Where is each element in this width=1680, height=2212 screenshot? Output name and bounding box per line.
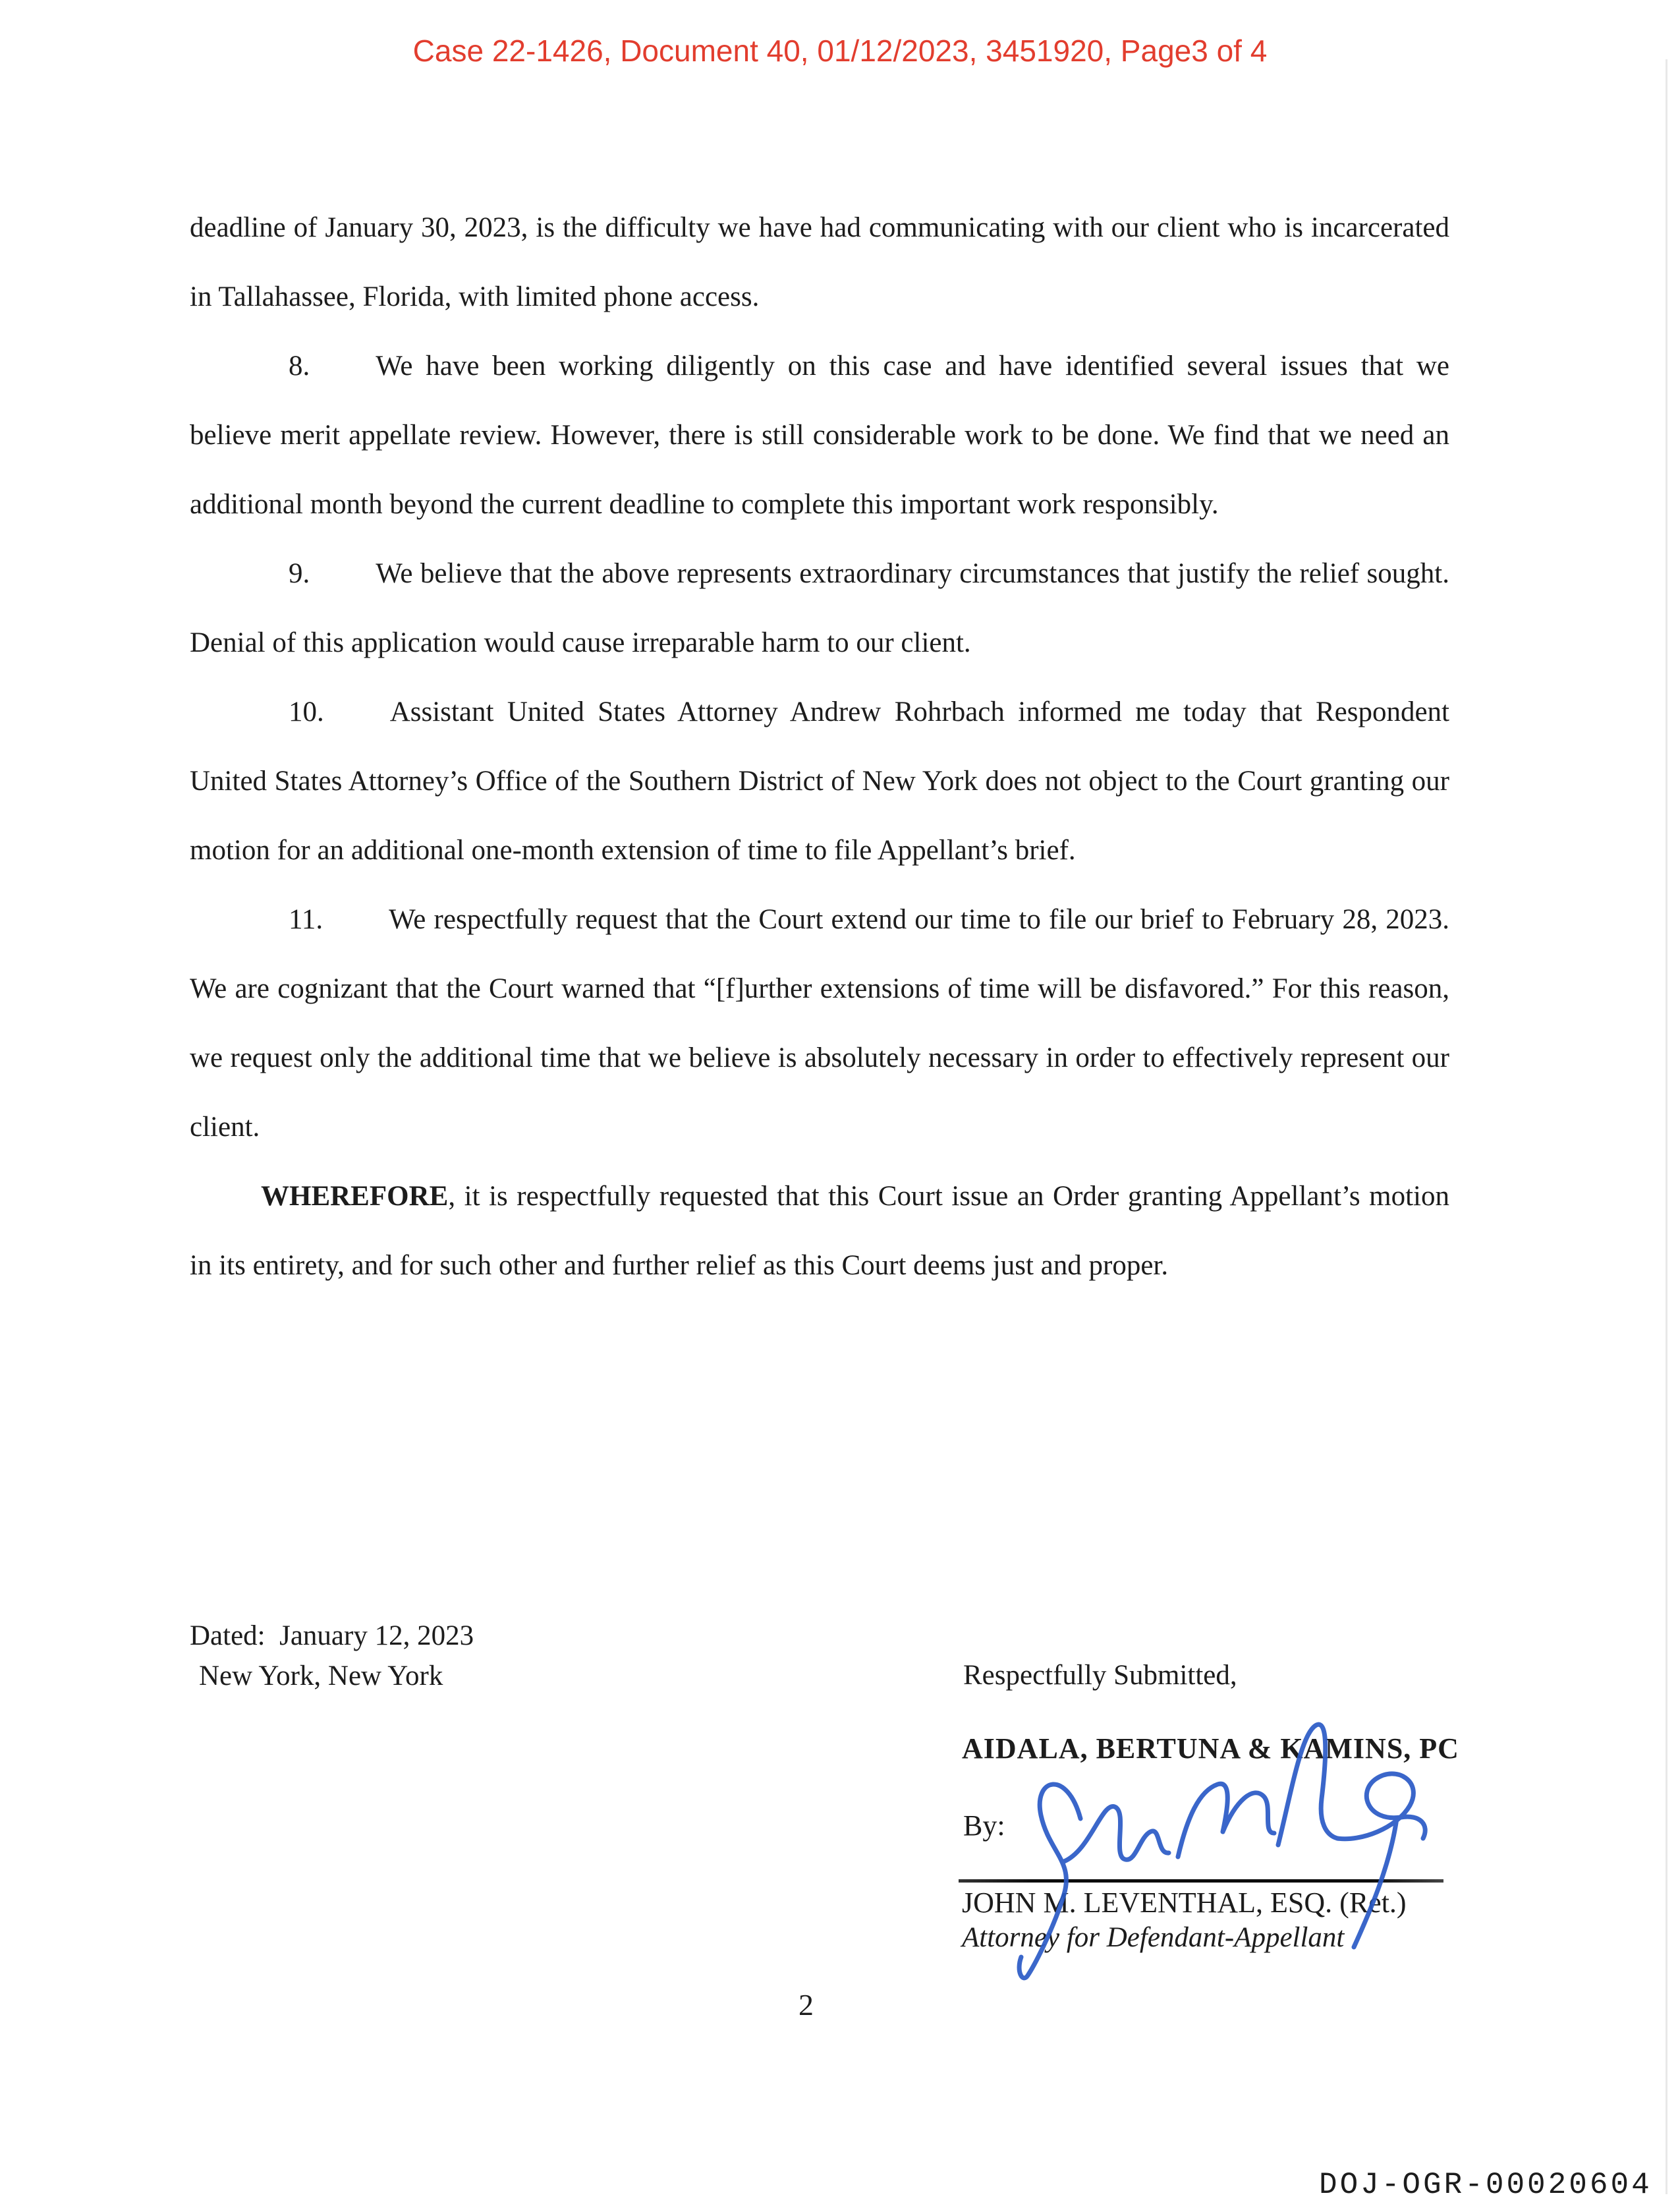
dated-block: [190, 1616, 474, 1696]
paragraph-text: We respectfully request that the Court extend our time to file our brief to February 28, 2023. We are cognizant that the Court warned that “[f]urther extensions of time will be disfavored.” For this reason, we request only the additional time that we believe is absolutely necessary in order to effectively represent our client.: [190, 904, 1449, 1143]
wherefore-lead: WHEREFORE: [261, 1181, 449, 1212]
court-stamp-header: Case 22-1426, Document 40, 01/12/2023, 3451920, Page3 of 4: [412, 34, 1268, 68]
paragraph-number: 11.: [289, 904, 323, 935]
paragraph-text: We have been working diligently on this case and have identified several issues that we believe merit appellate review. However, there is still considerable work to be done. We find that we need an additional month beyond the current deadline to complete this important work responsibly.: [190, 351, 1449, 520]
paragraph-9: [190, 539, 1449, 677]
dated-line: Dated: January 12, 2023: [190, 1620, 474, 1651]
attorney-role: Attorney for Defendant-Appellant: [962, 1922, 1345, 1953]
paragraph-wherefore: [190, 1162, 1449, 1300]
respectfully-submitted: Respectfully Submitted,: [963, 1660, 1237, 1691]
paragraph-number: 9.: [289, 558, 310, 589]
paragraph-text: We believe that the above represents extraordinary circumstances that justify the relief sought. Denial of this application would cause irreparable harm to our client.: [190, 558, 1449, 658]
by-label: By:: [963, 1809, 1005, 1842]
wherefore-text: , it is respectfully requested that this Court issue an Order granting Appellant’s motion in its entirety, and for such other and further relief as this Court deems just and proper.: [190, 1181, 1449, 1281]
attorney-name: JOHN M. LEVENTHAL, ESQ. (Ret.): [962, 1886, 1407, 1919]
paragraph-8: [190, 331, 1449, 539]
scan-artifact-line: [1666, 59, 1667, 2194]
bates-number: DOJ-OGR-00020604: [1319, 2168, 1652, 2202]
signature-ink: [1001, 1713, 1463, 1990]
paragraph-continuation: deadline of January 30, 2023, is the difficulty we have had communicating with our client who is incarcerated in Tallahassee, Florida, with limited phone access.: [190, 212, 1449, 312]
paragraph-number: 10.: [289, 696, 324, 727]
paragraph-text: Assistant United States Attorney Andrew Rohrbach informed me today that Respondent United States Attorney’s Office of the Southern District of New York does not object to the Court granting our motion for an additional one-month extension of time to file Appellant’s brief.: [190, 696, 1449, 866]
paragraph-number: 8.: [289, 351, 310, 382]
paragraph-10: [190, 677, 1449, 885]
page-number: 2: [798, 1988, 814, 2022]
document-body: [190, 193, 1449, 1300]
paragraph-11: [190, 885, 1449, 1162]
law-firm-name: AIDALA, BERTUNA & KAMINS, PC: [962, 1732, 1459, 1765]
place-line: New York, New York: [199, 1660, 443, 1691]
